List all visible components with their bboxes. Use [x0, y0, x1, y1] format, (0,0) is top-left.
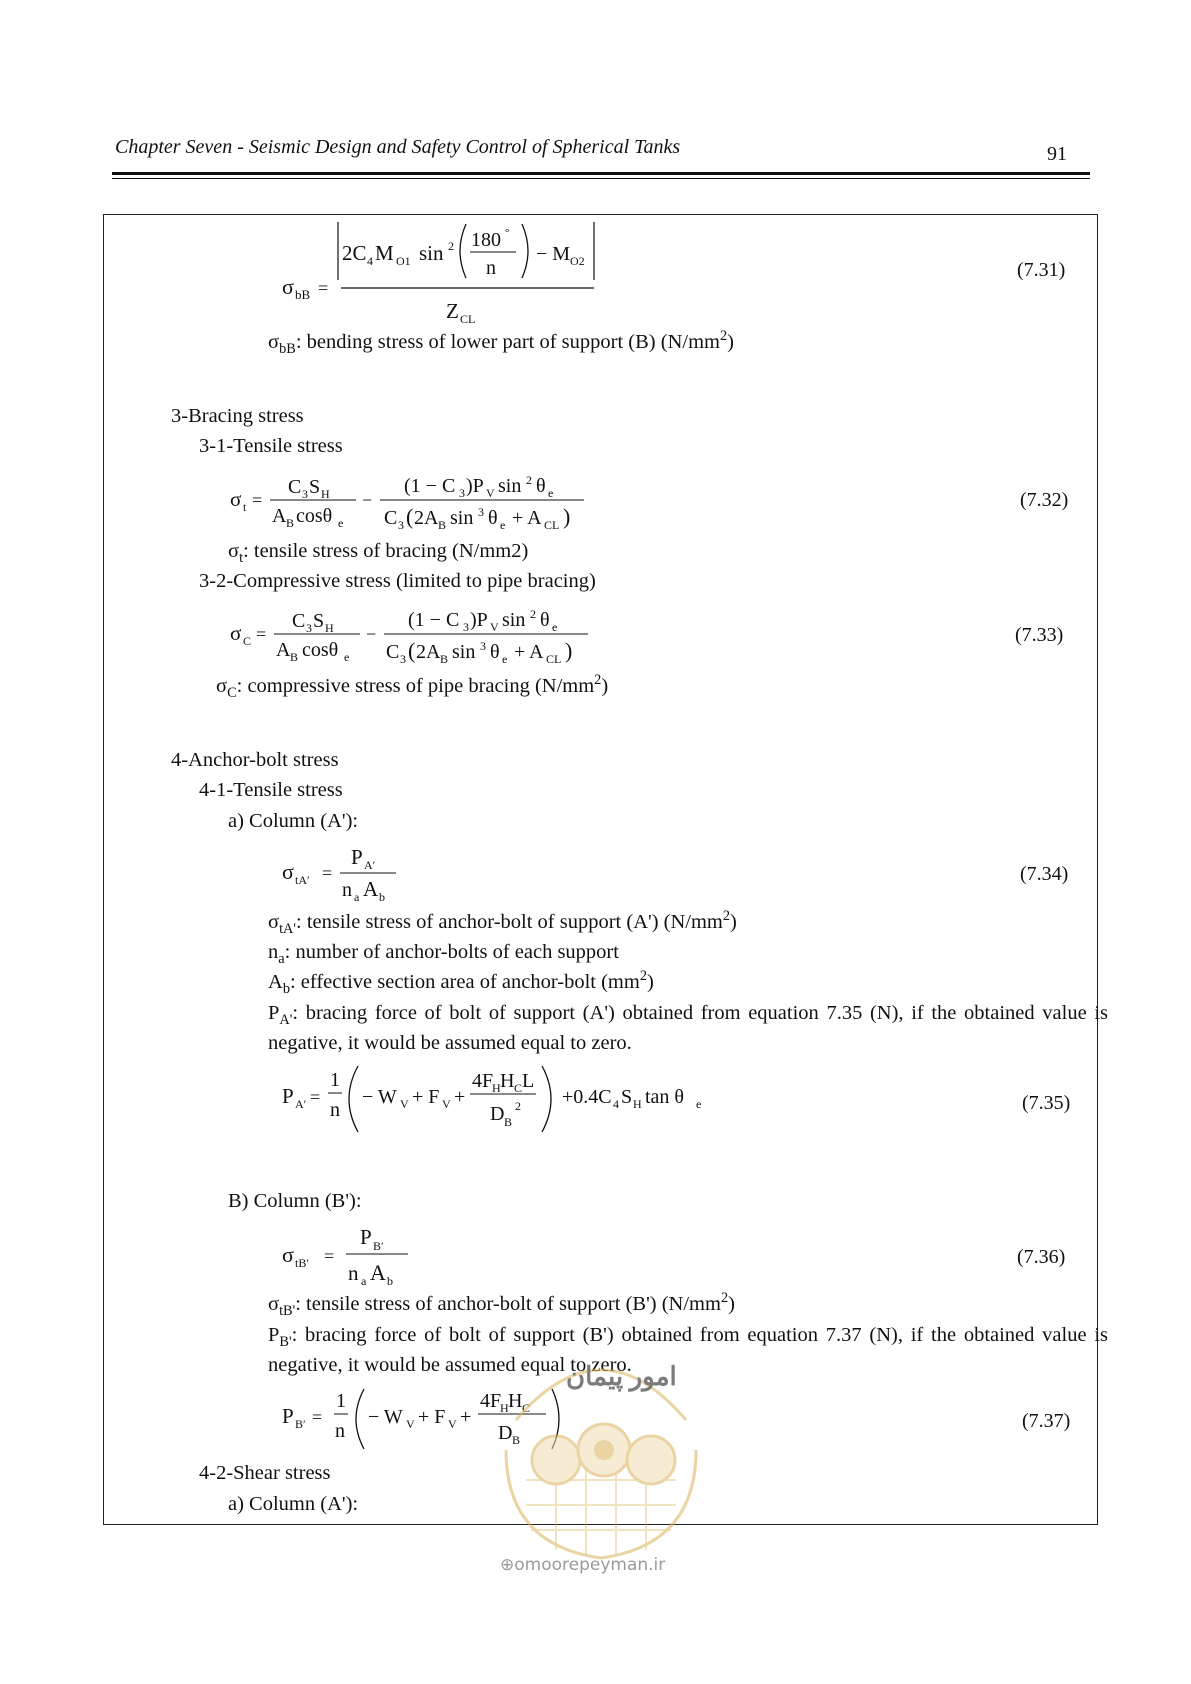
svg-text:P: P	[282, 1084, 294, 1108]
watermark-logo-text: امور پیمان	[566, 1362, 677, 1391]
svg-text:2A: 2A	[414, 507, 439, 529]
svg-text:e: e	[344, 650, 350, 664]
svg-text:4: 4	[367, 254, 373, 268]
svg-text:S: S	[313, 610, 325, 632]
svg-text:A′: A′	[295, 1097, 307, 1111]
svg-text:3: 3	[463, 620, 469, 634]
svg-text:σ: σ	[282, 859, 294, 884]
equation-7-36	[278, 1222, 418, 1292]
svg-text:3: 3	[306, 621, 312, 635]
svg-text:+: +	[454, 1086, 466, 1108]
svg-text:)P: )P	[470, 609, 488, 631]
svg-text:4F: 4F	[480, 1390, 502, 1412]
equation-7-31	[278, 218, 608, 328]
globe-icon: ⊕	[500, 1555, 515, 1575]
svg-text:B: B	[290, 650, 299, 664]
svg-text:(: (	[408, 638, 416, 663]
svg-text:− M: − M	[536, 243, 571, 265]
svg-text:C: C	[288, 476, 302, 498]
equation-7-34	[278, 844, 408, 906]
svg-text:H: H	[321, 487, 330, 501]
svg-text:S: S	[621, 1086, 633, 1108]
equation-label-7-37: (7.37)	[1022, 1410, 1071, 1432]
svg-text:=: =	[310, 1087, 321, 1107]
svg-text:3: 3	[478, 505, 484, 519]
svg-text:V: V	[442, 1097, 451, 1111]
svg-text:n: n	[348, 1261, 359, 1285]
svg-text:B: B	[512, 1433, 521, 1447]
svg-text:O2: O2	[570, 254, 585, 268]
svg-text:n: n	[330, 1099, 340, 1121]
svg-text:2: 2	[526, 473, 532, 487]
svg-text:θ: θ	[490, 641, 500, 663]
svg-text:=: =	[322, 863, 333, 883]
svg-text:σ: σ	[282, 1242, 294, 1267]
section-4-1-heading: 4-1-Tensile stress	[199, 779, 343, 801]
equation-7-33	[228, 600, 598, 672]
svg-text:D: D	[498, 1422, 513, 1444]
svg-text:C: C	[386, 641, 400, 663]
svg-text:(1 − C: (1 − C	[404, 475, 456, 497]
svg-text:b: b	[387, 1274, 393, 1288]
svg-text:S: S	[309, 476, 321, 498]
na-definition: $n_a$: number of anchor-bolts of each support	[268, 941, 619, 968]
svg-text:1: 1	[330, 1069, 340, 1091]
svg-text:C: C	[243, 634, 252, 648]
svg-text:θ: θ	[540, 609, 550, 631]
svg-text:sin: sin	[498, 475, 522, 497]
svg-text:+ A: + A	[514, 641, 544, 663]
svg-text:2C: 2C	[342, 241, 367, 265]
svg-text:e: e	[552, 620, 558, 634]
header-rule-thin	[112, 178, 1090, 179]
svg-text:B: B	[504, 1115, 513, 1129]
PB-definition: $P_{B'}$: bracing force of bolt of support (B') obtained from equation 7.37 (N), if the obtained value is negative, it would be assumed equal to zero.	[268, 1324, 1108, 1376]
svg-text:4: 4	[613, 1097, 619, 1111]
svg-text:σ: σ	[230, 621, 242, 645]
svg-text:°: °	[505, 227, 510, 239]
watermark-site	[500, 1555, 665, 1575]
svg-text:A: A	[276, 639, 291, 661]
svg-text:(1 − C: (1 − C	[408, 609, 460, 631]
svg-text:H: H	[492, 1081, 501, 1095]
svg-text:3: 3	[459, 486, 465, 500]
watermark-site-text: omoorepeyman.ir	[514, 1555, 666, 1575]
svg-text:=: =	[312, 1407, 323, 1427]
column-b-heading: B) Column (B'):	[228, 1190, 362, 1212]
svg-text:=: =	[324, 1246, 335, 1266]
svg-text:=: =	[256, 624, 267, 644]
svg-text:3: 3	[400, 652, 406, 666]
svg-text:B: B	[440, 652, 449, 666]
svg-text:a: a	[354, 890, 360, 904]
svg-text:P: P	[282, 1404, 294, 1428]
svg-text:e: e	[502, 652, 508, 666]
svg-text:−: −	[366, 624, 377, 644]
equation-7-32	[228, 466, 598, 538]
svg-text:(: (	[406, 504, 414, 529]
svg-text:n: n	[335, 1420, 345, 1442]
svg-text:A: A	[370, 1260, 386, 1285]
svg-text:): )	[565, 638, 573, 663]
svg-text:sin: sin	[452, 641, 476, 663]
svg-text:2: 2	[448, 239, 454, 253]
svg-text:B′: B′	[295, 1417, 306, 1431]
svg-text:O1: O1	[396, 254, 411, 268]
svg-text:A: A	[363, 877, 379, 901]
svg-text:C: C	[522, 1401, 531, 1415]
svg-text:D: D	[490, 1103, 505, 1125]
column-a-heading-2: a) Column (A'):	[228, 1493, 359, 1515]
svg-text:CL: CL	[460, 312, 476, 326]
svg-text:B: B	[286, 516, 295, 530]
svg-text:e: e	[696, 1097, 702, 1111]
equation-label-7-34: (7.34)	[1020, 863, 1069, 885]
sigma-C-definition: $\sigma_C$: compressive stress of pipe bracing $(N/mm^2)$	[216, 672, 609, 702]
svg-text:A: A	[272, 505, 287, 527]
svg-text:+ F: + F	[412, 1086, 440, 1108]
svg-text:+: +	[460, 1406, 472, 1428]
svg-text:H: H	[500, 1401, 509, 1415]
Ab-definition: $A_b$: effective section area of anchor-bolt $(mm^2)$	[268, 968, 654, 998]
equation-label-7-35: (7.35)	[1022, 1092, 1071, 1114]
svg-text:2: 2	[530, 607, 536, 621]
svg-text:)P: )P	[466, 475, 484, 497]
sigma-t-definition: $\sigma_t$: tensile stress of bracing (N/mm2)	[228, 540, 529, 567]
svg-text:θ: θ	[488, 507, 498, 529]
section-3-2-heading: 3-2-Compressive stress (limited to pipe bracing)	[199, 570, 596, 592]
svg-text:e: e	[548, 486, 554, 500]
svg-text:=: =	[252, 490, 263, 510]
svg-text:e: e	[500, 518, 506, 532]
svg-text:n: n	[486, 257, 496, 279]
equation-label-7-32: (7.32)	[1020, 489, 1069, 511]
svg-text:180: 180	[471, 229, 501, 251]
svg-text:cosθ: cosθ	[296, 505, 333, 527]
equation-label-7-31: (7.31)	[1017, 259, 1066, 281]
svg-text:V: V	[400, 1097, 409, 1111]
PA-definition: $P_{A'}$: bracing force of bolt of support (A') obtained from equation 7.35 (N), if the obtained value is negative, it would be assumed equal to zero.	[268, 1002, 1108, 1054]
svg-text:n: n	[342, 879, 352, 901]
svg-text:H: H	[500, 1070, 515, 1092]
svg-text:P: P	[351, 845, 363, 869]
svg-text:CL: CL	[546, 652, 562, 666]
svg-text:Z: Z	[446, 299, 459, 323]
svg-text:tan θ: tan θ	[645, 1086, 685, 1108]
section-4-2-heading: 4-2-Shear stress	[199, 1462, 331, 1484]
svg-text:=: =	[318, 278, 329, 298]
svg-text:C: C	[514, 1081, 523, 1095]
svg-text:3: 3	[398, 518, 404, 532]
section-4-heading: 4-Anchor-bolt stress	[171, 749, 339, 771]
svg-text:cosθ: cosθ	[302, 639, 339, 661]
sigma-tA-definition: $\sigma_{tA'}$: tensile stress of anchor-bolt of support (A') $(N/mm^2)$	[268, 908, 737, 938]
section-3-1-heading: 3-1-Tensile stress	[199, 435, 343, 457]
svg-text:σ: σ	[282, 274, 294, 299]
watermark-logo	[486, 1330, 716, 1570]
section-3-heading: 3-Bracing stress	[171, 405, 304, 427]
equation-7-35	[278, 1060, 728, 1138]
svg-text:t: t	[243, 500, 247, 514]
svg-text:C: C	[384, 507, 398, 529]
sigma-tB-definition: $\sigma_{tB'}$: tensile stress of anchor-bolt of support (B') $(N/mm^2)$	[268, 1290, 735, 1320]
chapter-header: Chapter Seven - Seismic Design and Safety Control of Spherical Tanks	[115, 136, 681, 158]
svg-text:M: M	[375, 241, 394, 265]
svg-text:sin: sin	[502, 609, 526, 631]
svg-text:b: b	[379, 890, 385, 904]
svg-text:− W: − W	[362, 1086, 397, 1108]
svg-text:H: H	[325, 621, 334, 635]
svg-text:+ A: + A	[512, 507, 542, 529]
svg-text:H: H	[633, 1097, 642, 1111]
svg-text:L: L	[522, 1070, 535, 1092]
svg-text:B: B	[438, 518, 447, 532]
svg-text:1: 1	[336, 1390, 346, 1412]
svg-text:V: V	[486, 486, 495, 500]
svg-text:4F: 4F	[472, 1070, 494, 1092]
svg-text:bB: bB	[295, 287, 311, 302]
svg-text:V: V	[406, 1417, 415, 1431]
svg-text:3: 3	[302, 487, 308, 501]
svg-text:B′: B′	[373, 1239, 384, 1253]
svg-text:V: V	[448, 1417, 457, 1431]
equation-label-7-36: (7.36)	[1017, 1246, 1066, 1268]
svg-text:tA′: tA′	[295, 873, 310, 887]
svg-text:sin: sin	[419, 241, 444, 265]
svg-text:): )	[563, 504, 571, 529]
svg-text:A′: A′	[364, 858, 376, 872]
svg-text:2: 2	[515, 1099, 521, 1113]
svg-text:θ: θ	[536, 475, 546, 497]
svg-text:CL: CL	[544, 518, 560, 532]
svg-text:a: a	[361, 1274, 367, 1288]
svg-text:3: 3	[480, 639, 486, 653]
svg-text:e: e	[338, 516, 344, 530]
svg-text:−: −	[362, 490, 373, 510]
svg-text:tB′: tB′	[295, 1256, 309, 1270]
svg-text:σ: σ	[230, 487, 242, 511]
page-number: 91	[1047, 143, 1067, 165]
svg-text:+ F: + F	[418, 1406, 446, 1428]
column-a-heading: a) Column (A'):	[228, 810, 359, 832]
equation-label-7-33: (7.33)	[1015, 624, 1064, 646]
svg-text:C: C	[292, 610, 306, 632]
svg-text:− W: − W	[368, 1406, 403, 1428]
svg-text:H: H	[508, 1390, 523, 1412]
svg-text:sin: sin	[450, 507, 474, 529]
svg-text:2A: 2A	[416, 641, 441, 663]
svg-text:+0.4C: +0.4C	[562, 1086, 612, 1108]
svg-text:V: V	[490, 620, 499, 634]
svg-text:P: P	[360, 1225, 372, 1249]
sigma-bB-definition: $\sigma_{bB}$: bending stress of lower part of support (B) $(N/mm^2)$	[268, 328, 734, 358]
header-rule-thick	[112, 172, 1090, 175]
